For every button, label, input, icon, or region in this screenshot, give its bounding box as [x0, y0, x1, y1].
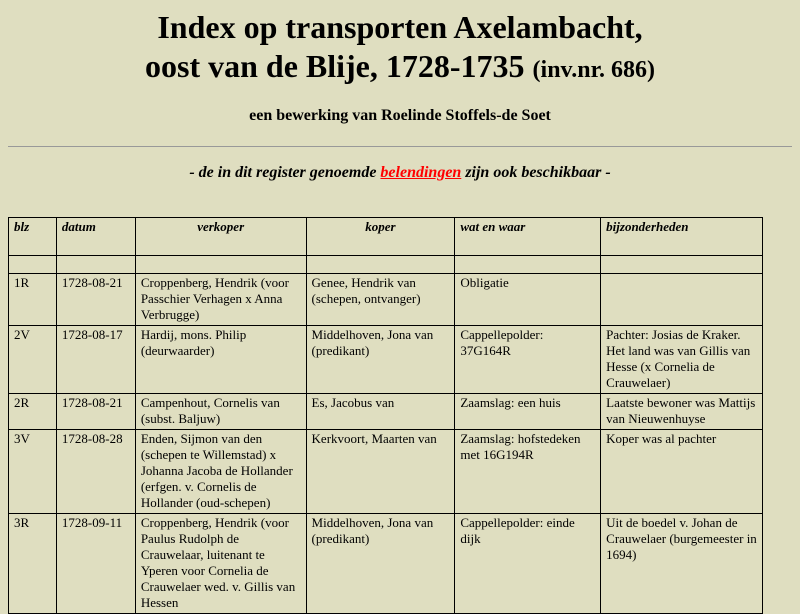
cell-bijzonderheden: Pachter: Josias de Kraker. Het land was van Gillis van Hesse (x Cornelia de Crauwelaer)	[601, 326, 763, 394]
cell-datum: 1728-09-11	[56, 514, 135, 614]
cell-blz: 2R	[9, 394, 57, 430]
empty-row	[9, 256, 763, 274]
cell-blz: 3R	[9, 514, 57, 614]
cell-wat-en-waar: Zaamslag: een huis	[455, 394, 601, 430]
cell-datum: 1728-08-21	[56, 274, 135, 326]
cell-verkoper: Hardij, mons. Philip (deurwaarder)	[135, 326, 306, 394]
table-header-row	[9, 218, 763, 256]
cell-verkoper: Croppenberg, Hendrik (voor Paulus Rudolph de Crauwelaar, luitenant te Yperen voor Cornelia de Crauwelaer wed. v. Gillis van Hessen	[135, 514, 306, 614]
cell-datum: 1728-08-17	[56, 326, 135, 394]
belendingen-note: - de in dit register genoemde belendingen zijn ook beschikbaar -	[189, 164, 611, 181]
table-row	[9, 326, 763, 394]
cell-koper: Middelhoven, Jona van (predikant)	[306, 514, 455, 614]
cell-verkoper: Enden, Sijmon van den (schepen te Willemstad) x Johanna Jacoba de Hollander (erfgen. v. Cornelis de Hollander (oud-schepen)	[135, 430, 306, 514]
cell-wat-en-waar: Obligatie	[455, 274, 601, 326]
column-header-verkoper: verkoper	[135, 218, 306, 256]
cell-wat-en-waar: Cappellepolder: einde dijk	[455, 514, 601, 614]
cell-wat-en-waar: Zaamslag: hofstedeken met 16G194R	[455, 430, 601, 514]
column-header-wat-en-waar: wat en waar	[455, 218, 601, 256]
subtitle: een bewerking van Roelinde Stoffels-de Soet	[249, 107, 551, 124]
belendingen-link[interactable]: belendingen	[380, 164, 462, 181]
page-title: Index op transporten Axelambacht, oost van de Blije, 1728-1735 (inv.nr. 686)	[144, 9, 656, 84]
cell-bijzonderheden: Koper was al pachter	[601, 430, 763, 514]
cell-verkoper: Croppenberg, Hendrik (voor Passchier Verhagen x Anna Verbrugge)	[135, 274, 306, 326]
table-row	[9, 430, 763, 514]
cell-koper: Kerkvoort, Maarten van	[306, 430, 455, 514]
column-header-koper: koper	[306, 218, 455, 256]
column-header-blz: blz	[9, 218, 57, 256]
cell-koper: Es, Jacobus van	[306, 394, 455, 430]
cell-koper: Middelhoven, Jona van (predikant)	[306, 326, 455, 394]
cell-datum: 1728-08-28	[56, 430, 135, 514]
cell-bijzonderheden	[601, 274, 763, 326]
cell-wat-en-waar: Cappellepolder: 37G164R	[455, 326, 601, 394]
transport-table	[8, 217, 763, 614]
inventory-number: (inv.nr. 686)	[532, 57, 656, 83]
column-header-datum: datum	[56, 218, 135, 256]
table-row	[9, 274, 763, 326]
table-row	[9, 394, 763, 430]
divider	[8, 146, 792, 147]
cell-blz: 2V	[9, 326, 57, 394]
cell-bijzonderheden: Uit de boedel v. Johan de Crauwelaer (burgemeester in 1694)	[601, 514, 763, 614]
cell-verkoper: Campenhout, Cornelis van (subst. Baljuw)	[135, 394, 306, 430]
cell-blz: 3V	[9, 430, 57, 514]
table-row	[9, 514, 763, 614]
cell-datum: 1728-08-21	[56, 394, 135, 430]
cell-koper: Genee, Hendrik van (schepen, ontvanger)	[306, 274, 455, 326]
cell-blz: 1R	[9, 274, 57, 326]
column-header-bijzonderheden: bijzonderheden	[601, 218, 763, 256]
cell-bijzonderheden: Laatste bewoner was Mattijs van Nieuwenhuyse	[601, 394, 763, 430]
